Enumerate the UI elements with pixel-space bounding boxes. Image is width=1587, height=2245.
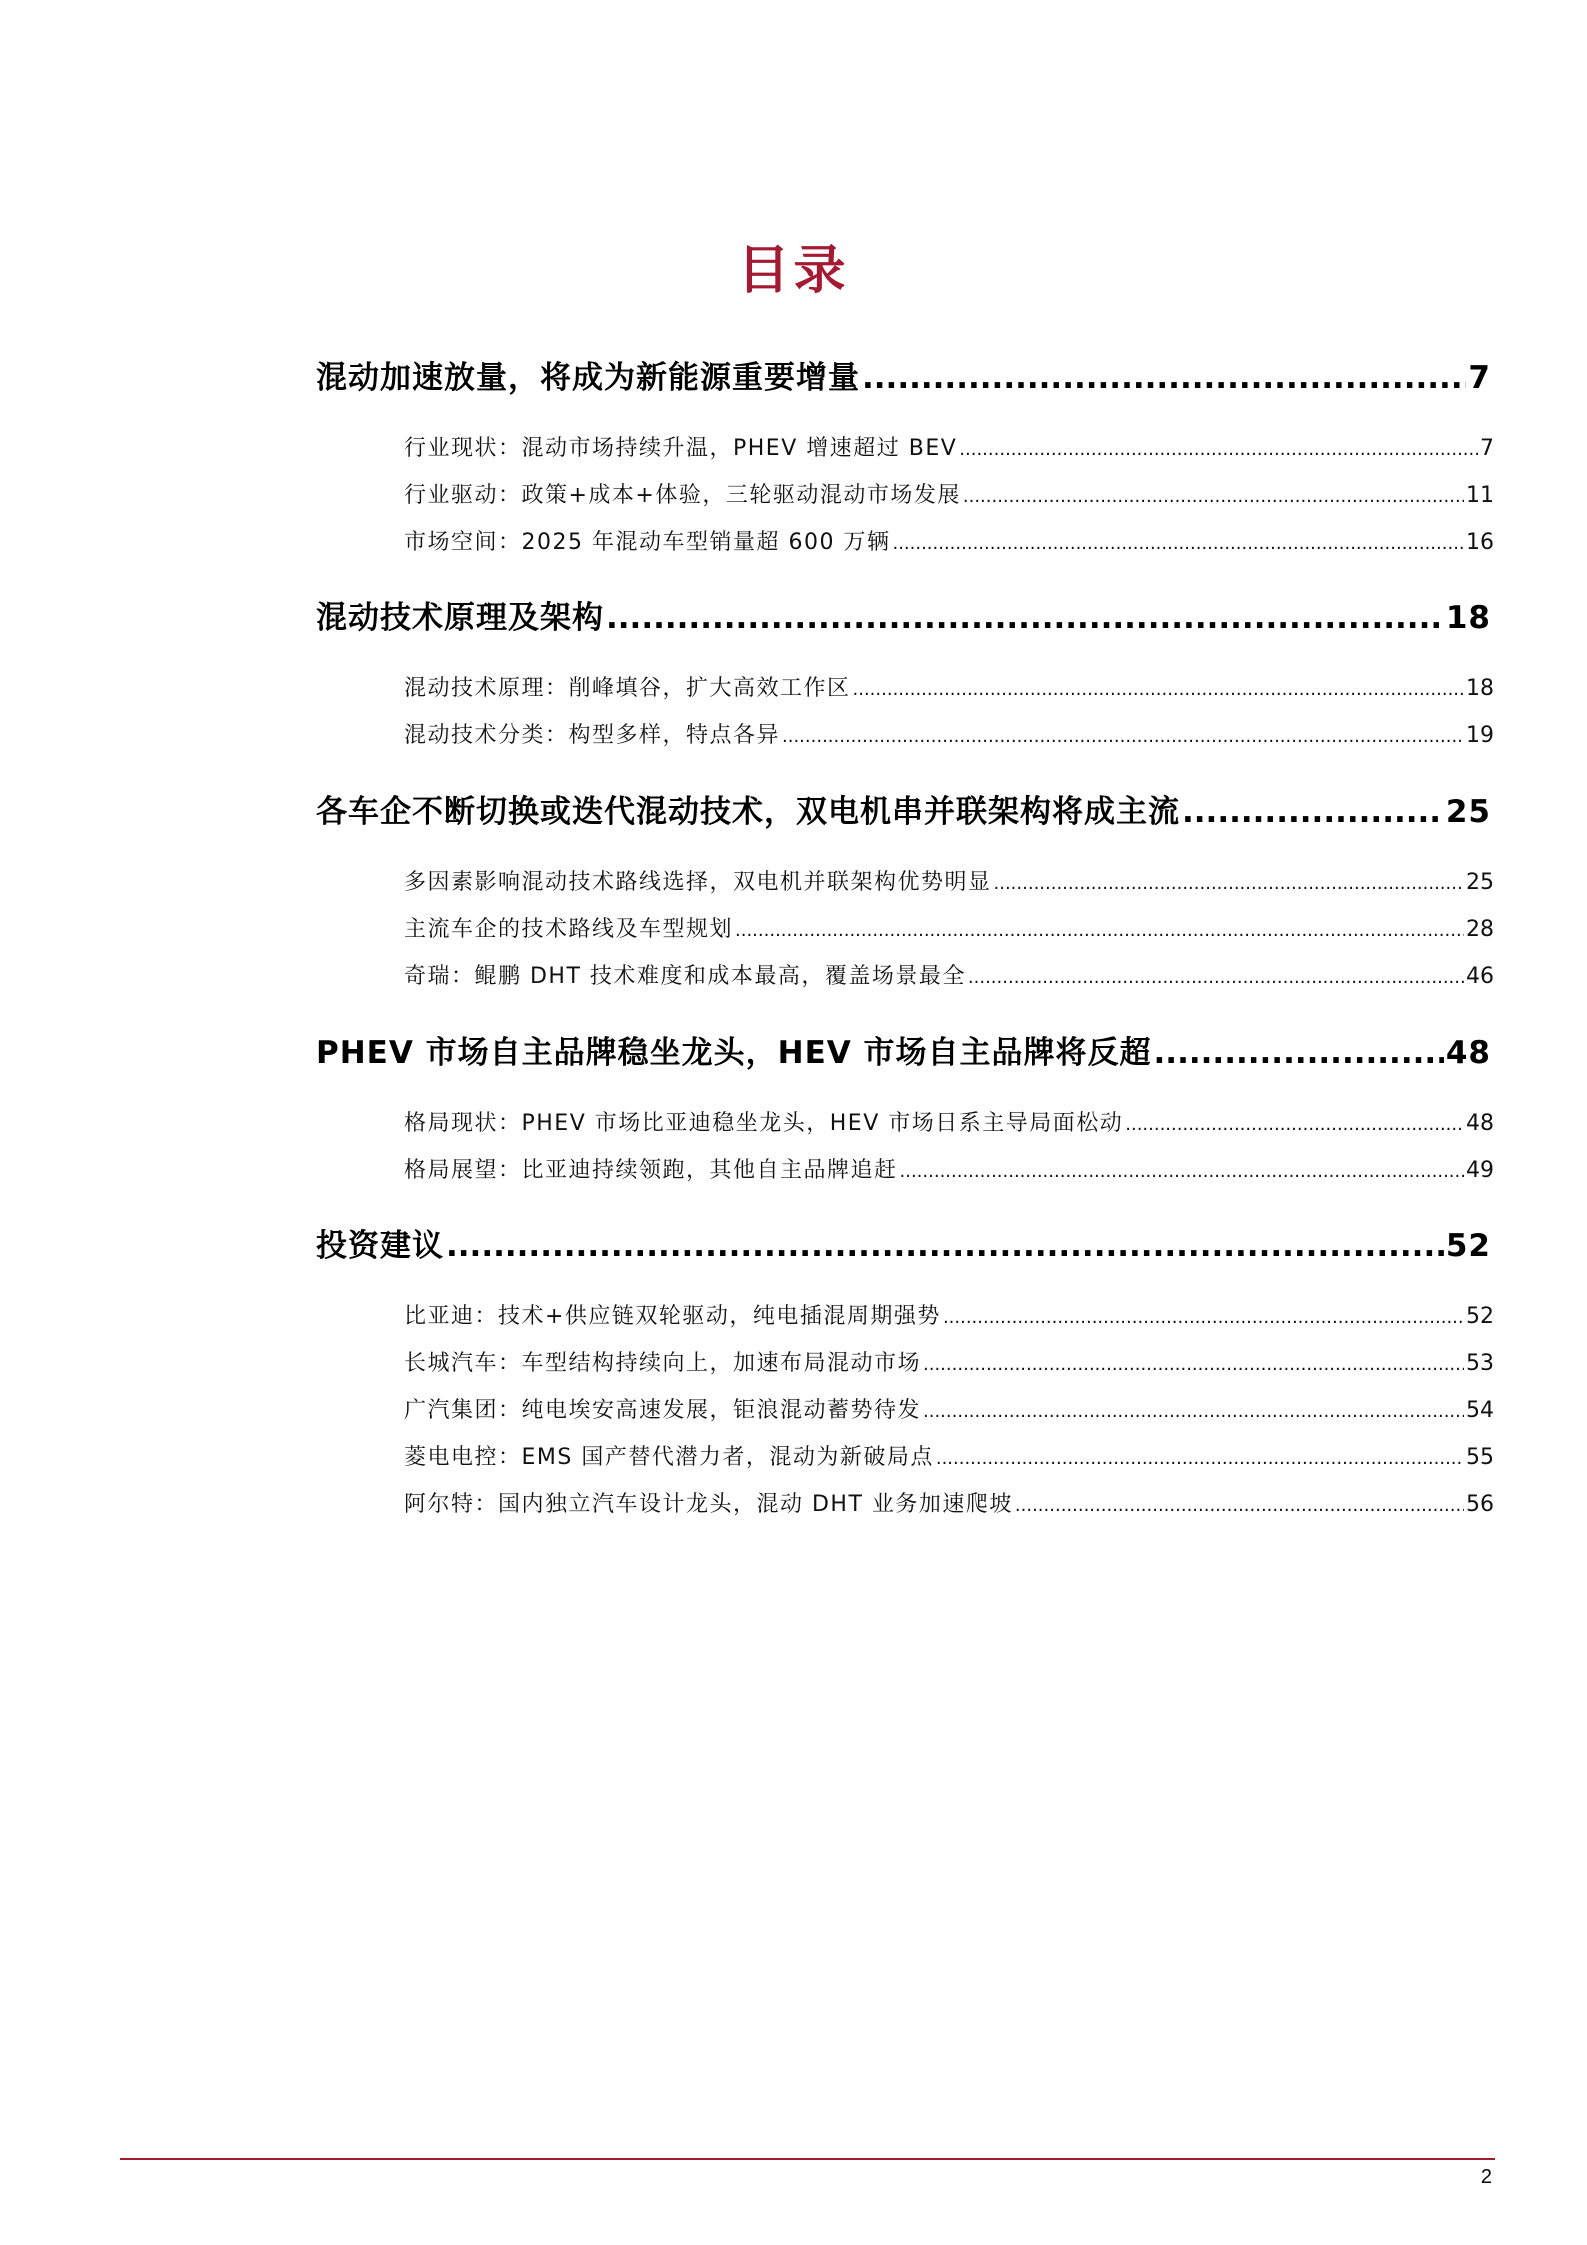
item-page: 53 [1466, 1351, 1494, 1376]
section-title: 各车企不断切换或迭代混动技术，双电机串并联架构将成主流 [316, 794, 1180, 830]
item-page: 46 [1466, 964, 1494, 989]
toc-section-4[interactable] [316, 1027, 1491, 1072]
dot-leader [943, 1307, 1464, 1328]
dot-leader [963, 486, 1464, 507]
toc-item-3-3[interactable] [404, 959, 1494, 990]
dot-leader [923, 1401, 1464, 1422]
dot-leader [853, 679, 1464, 700]
item-page: 16 [1466, 530, 1494, 555]
section-title: PHEV 市场自主品牌稳坐龙头，HEV 市场自主品牌将反超 [316, 1035, 1152, 1071]
dot-leader [936, 1448, 1464, 1469]
section-page: 48 [1445, 1035, 1491, 1071]
item-title: 混动技术分类：构型多样，特点各异 [404, 723, 781, 748]
dot-leader [1015, 1495, 1464, 1516]
item-title: 主流车企的技术路线及车型规划 [404, 917, 734, 942]
toc-item-3-1[interactable] [404, 865, 1494, 896]
toc-item-5-5[interactable] [404, 1487, 1494, 1518]
dot-leader [446, 1228, 1444, 1264]
item-page: 19 [1466, 723, 1494, 748]
section-title: 投资建议 [316, 1228, 444, 1264]
dot-leader [1154, 1035, 1444, 1071]
item-title: 格局展望：比亚迪持续领跑，其他自主品牌追赶 [404, 1158, 898, 1183]
toc-item-1-3[interactable] [404, 525, 1494, 556]
item-title: 行业现状：混动市场持续升温，PHEV 增速超过 BEV [404, 436, 958, 461]
item-title: 格局现状：PHEV 市场比亚迪稳坐龙头，HEV 市场日系主导局面松动 [404, 1111, 1124, 1136]
item-page: 56 [1466, 1492, 1494, 1517]
item-title: 比亚迪：技术+供应链双轮驱动，纯电插混周期强势 [404, 1304, 941, 1329]
item-page: 49 [1466, 1158, 1494, 1183]
item-page: 25 [1466, 870, 1494, 895]
dot-leader [606, 600, 1444, 636]
item-page: 54 [1466, 1398, 1494, 1423]
item-page: 18 [1466, 676, 1494, 701]
item-page: 7 [1480, 436, 1494, 461]
section-page: 25 [1445, 794, 1491, 830]
dot-leader [892, 533, 1464, 554]
item-page: 55 [1466, 1445, 1494, 1470]
section-page: 52 [1445, 1228, 1491, 1264]
item-title: 广汽集团：纯电埃安高速发展，钜浪混动蓄势待发 [404, 1398, 922, 1423]
toc-item-5-4[interactable] [404, 1440, 1494, 1471]
item-page: 48 [1466, 1111, 1494, 1136]
toc-item-5-3[interactable] [404, 1393, 1494, 1424]
item-title: 混动技术原理：削峰填谷，扩大高效工作区 [404, 676, 851, 701]
item-page: 11 [1466, 483, 1494, 508]
toc-item-1-2[interactable] [404, 478, 1494, 509]
toc-item-4-2[interactable] [404, 1153, 1494, 1184]
dot-leader [968, 967, 1464, 988]
dot-leader [862, 360, 1466, 396]
dot-leader [782, 726, 1464, 747]
item-page: 52 [1466, 1304, 1494, 1329]
toc-section-1[interactable] [316, 352, 1491, 397]
dot-leader [1125, 1114, 1464, 1135]
item-title: 奇瑞：鲲鹏 DHT 技术难度和成本最高，覆盖场景最全 [404, 964, 966, 989]
toc-section-5[interactable] [316, 1220, 1491, 1265]
section-title: 混动技术原理及架构 [316, 600, 604, 636]
toc-item-5-2[interactable] [404, 1346, 1494, 1377]
footer-divider [120, 2158, 1495, 2160]
item-title: 长城汽车：车型结构持续向上，加速布局混动市场 [404, 1351, 922, 1376]
toc-item-2-2[interactable] [404, 718, 1494, 749]
toc-item-2-1[interactable] [404, 671, 1494, 702]
section-title: 混动加速放量，将成为新能源重要增量 [316, 360, 860, 396]
item-title: 多因素影响混动技术路线选择，双电机并联架构优势明显 [404, 870, 992, 895]
item-title: 阿尔特：国内独立汽车设计龙头，混动 DHT 业务加速爬坡 [404, 1492, 1013, 1517]
toc-item-3-2[interactable] [404, 912, 1494, 943]
page-number: 2 [1480, 2166, 1492, 2188]
toc-item-5-1[interactable] [404, 1299, 1494, 1330]
dot-leader [900, 1161, 1464, 1182]
toc-item-1-1[interactable] [404, 431, 1494, 462]
item-page: 28 [1466, 917, 1494, 942]
toc-item-4-1[interactable] [404, 1106, 1494, 1137]
dot-leader [1182, 794, 1444, 830]
section-page: 7 [1468, 360, 1491, 396]
toc-section-3[interactable] [316, 786, 1491, 831]
dot-leader [735, 920, 1464, 941]
item-title: 行业驱动：政策+成本+体验，三轮驱动混动市场发展 [404, 483, 961, 508]
item-title: 市场空间：2025 年混动车型销量超 600 万辆 [404, 530, 891, 555]
toc-section-2[interactable] [316, 592, 1491, 637]
section-page: 18 [1445, 600, 1491, 636]
toc-title: 目录 [737, 240, 850, 301]
dot-leader [923, 1354, 1464, 1375]
dot-leader [959, 439, 1478, 460]
item-title: 菱电电控：EMS 国产替代潜力者，混动为新破局点 [404, 1445, 934, 1470]
dot-leader [994, 873, 1464, 894]
